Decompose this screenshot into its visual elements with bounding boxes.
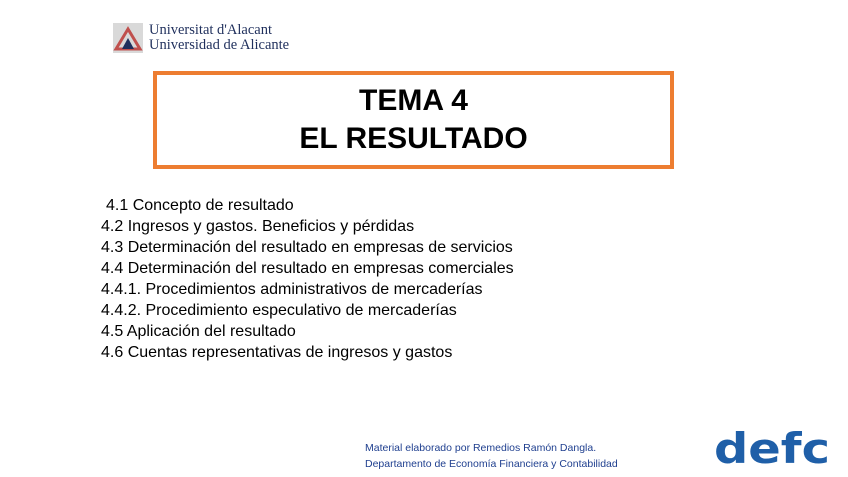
toc-item: 4.4.1. Procedimientos administrativos de mercaderías	[101, 281, 483, 298]
defc-logo	[714, 427, 832, 471]
defc-logo-text: defc	[714, 427, 830, 471]
university-crest-icon	[113, 23, 143, 53]
institution-name-spanish: Universidad de Alicante	[149, 37, 290, 53]
table-of-contents	[101, 195, 514, 363]
toc-item: 4.3 Determinación del resultado en empresas de servicios	[101, 239, 513, 256]
credit-author: Material elaborado por Remedios Ramón Dangla.	[365, 442, 597, 454]
university-logo	[113, 22, 289, 54]
author-credits	[365, 440, 618, 472]
toc-item: 4.4.2. Procedimiento especulativo de mercaderías	[101, 302, 457, 319]
topic-number: TEMA 4	[359, 84, 468, 117]
institution-name-valencian: Universitat d'Alacant	[149, 22, 273, 38]
topic-title: EL RESULTADO	[299, 122, 528, 155]
toc-item: 4.4 Determinación del resultado en empresas comerciales	[101, 260, 514, 277]
credit-department: Departamento de Economía Financiera y Contabilidad	[365, 458, 618, 470]
toc-item: 4.5 Aplicación del resultado	[101, 323, 296, 340]
title-box	[153, 71, 674, 169]
toc-item: 4.1 Concepto de resultado	[106, 197, 294, 214]
toc-item: 4.2 Ingresos y gastos. Beneficios y pérdidas	[101, 218, 415, 235]
toc-item: 4.6 Cuentas representativas de ingresos y gastos	[101, 344, 453, 361]
